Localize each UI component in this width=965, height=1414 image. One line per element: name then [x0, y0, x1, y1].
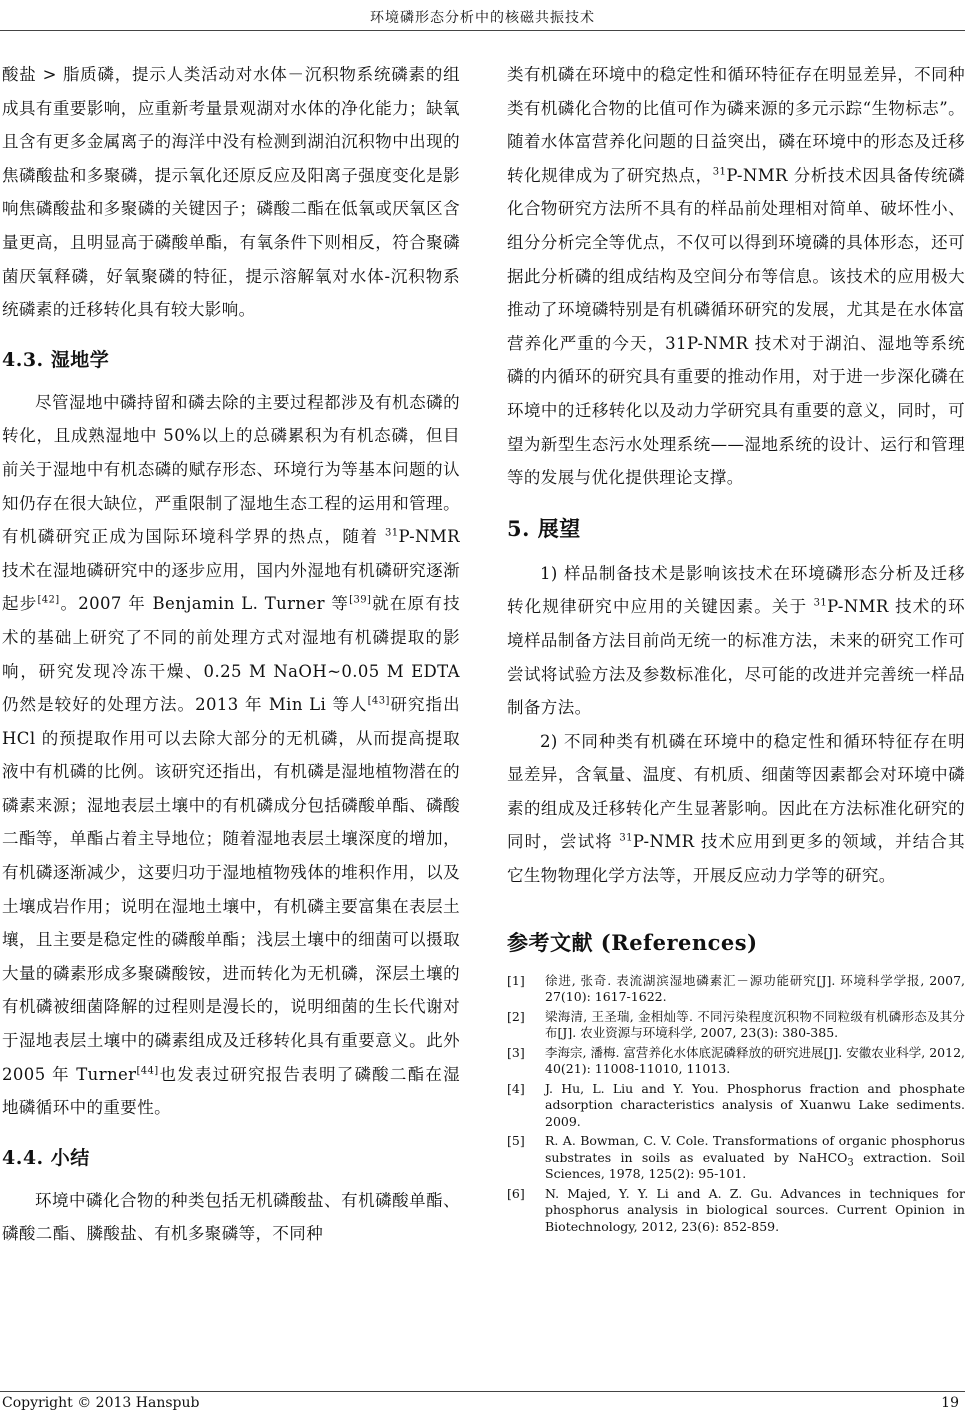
outlook-item-2: 2) 不同种类有机磷在环境中的稳定性和循环特征存在明显差异，含氧量、温度、有机质、细菌等因素都会对环境中磷素的组成及迁移转化产生显著影响。因此在方法标准化研究的同时，尝试将 $^{31}$P-NMR 技术应用到更多的领域，并结合其它生物物理化学方法等，开展反应动力学等的研究。 [507, 731, 965, 886]
reference-item: [1] 徐进, 张奇. 表流湖滨湿地磷素汇－源功能研究[J]. 环境科学学报, 2007, 27(10): 1617-1622. [507, 972, 965, 1005]
footer-rule [0, 1391, 965, 1392]
outlook-item-1: 1) 样品制备技术是影响该技术在环境磷形态分析及迁移转化规律研究中应用的关键因素。关于 $^{31}$P-NMR 技术的环境样品制备方法目前尚无统一的标准方法，未来的研究工作可尝试将试验方法及参数标准化，尽可能的改进并完善统一样品制备方法。 [507, 563, 965, 718]
wetland-paragraph: 尽管湿地中磷持留和磷去除的主要过程都涉及有机态磷的转化，且成熟湿地中 50%以上的总磷累积为有机态磷，但目前关于湿地中有机态磷的赋存形态、环境行为等基本问题的认知仍存在很大缺位，严重限制了湿地生态工程的运用和管理。有机磷研究正成为国际环境科学界的热点，随着 $^{31}$P-NMR 技术在湿地磷研究中的逐步应用，国内外湿地有机磷研究逐渐起步[42]。2007 年 Benjamin L. Turner 等[39]就在原有技术的基础上研究了不同的前处理方式对湿地有机磷提取的影响，研究发现冷冻干燥、0.25 M NaOH~0.05 M EDTA 仍然是较好的处理方法。2013 年 Min Li 等人[43]研究指出 HCl 的预提取作用可以去除大部分的无机磷，从而提高提取液中有机磷的比例。该研究还指出，有机磷是湿地植物潜在的磷素来源；湿地表层土壤中的有机磷成分包括磷酸单酯、磷酸二酯等，单酯占着主导地位；随着湿地表层土壤深度的增加，有机磷逐渐减少，这要归功于湿地植物残体的堆积作用，以及土壤成岩作用；说明在湿地土壤中，有机磷主要富集在表层土壤，且主要是稳定性的磷酸单酯；浅层土壤中的细菌可以摄取大量的磷素形成多聚磷酸铵，进而转化为无机磷，深层土壤的有机磷被细菌降解的过程则是漫长的，说明细菌的生长代谢对于湿地表层土壤中的磷素组成及迁移转化具有重要意义。此外 2005 年 Turner[44]也发表过研究报告表明了磷酸二酯在湿地磷循环中的重要性。 [2, 392, 460, 1118]
section-heading-wetland: 4.3. 湿地学 [2, 348, 110, 371]
section-heading-summary: 4.4. 小结 [2, 1146, 90, 1169]
page-number: 19 [941, 1395, 959, 1411]
summary-paragraph: 环境中磷化合物的种类包括无机磷酸盐、有机磷酸单酯、磷酸二酯、膦酸盐、有机多聚磷等，不同种 [2, 1190, 460, 1244]
reference-item: [5] R. A. Bowman, C. V. Cole. Transformations of organic phosphorus substrates in soils as evaluated by NaHCO$_3$ extraction. Soil Sciences, 1978, 125(2): 95-101. [507, 1133, 965, 1182]
section-heading-outlook: 5. 展望 [507, 515, 581, 541]
intro-paragraph: 酸盐 > 脂质磷，提示人类活动对水体－沉积物系统磷素的组成具有重要影响，应重新考量景观湖对水体的净化能力；缺氧且含有更多金属离子的海洋中没有检测到湖泊沉积物中出现的焦磷酸盐和多聚磷，提示氧化还原反应及阳离子强度变化是影响焦磷酸盐和多聚磷的关键因子；磷酸二酯在低氧或厌氧区含量更高，且明显高于磷酸单酯，有氧条件下则相反，符合聚磷菌厌氧释磷，好氧聚磷的特征，提示溶解氧对水体-沉积物系统磷素的迁移转化具有较大影响。 [2, 65, 460, 320]
reference-item: [2] 梁海清, 王圣瑞, 金相灿等. 不同污染程度沉积物不同粒级有机磷形态及其分布[J]. 农业资源与环境科学, 2007, 23(3): 380-385. [507, 1008, 965, 1041]
reference-item: [3] 李海宗, 潘梅. 富营养化水体底泥磷释放的研究进展[J]. 安徽农业科学, 2012, 40(21): 11008-11010, 11013. [507, 1044, 965, 1077]
reference-list [507, 973, 965, 1236]
header-rule [0, 30, 965, 31]
left-column [2, 58, 460, 1251]
references-heading: 参考文献 (References) [507, 929, 758, 955]
reference-item: [6] N. Majed, Y. Y. Li and A. Z. Gu. Advances in techniques for phosphorus analysis in biological sources. Current Opinion in Biotechnology, 2012, 23(6): 852-859. [507, 1185, 965, 1234]
summary-continuation: 类有机磷在环境中的稳定性和循环特征存在明显差异，不同种类有机磷化合物的比值可作为磷来源的多元示踪“生物标志”。随着水体富营养化问题的日益突出，磷在环境中的形态及迁移转化规律成为了研究热点，$^{31}$P-NMR 分析技术因具备传统磷化合物研究方法所不具有的样品前处理相对简单、破坏性小、组分分析完全等优点，不仅可以得到环境磷的具体形态，还可据此分析磷的组成结构及空间分布等信息。该技术的应用极大推动了环境磷特别是有机磷循环研究的发展，尤其是在水体富营养化严重的今天，31P-NMR 技术对于湖泊、湿地等系统磷的内循环的研究具有重要的推动作用，对于进一步深化磷在环境中的迁移转化以及动力学研究具有重要的意义，同时，可望为新型生态污水处理系统——湿地系统的设计、运行和管理等的发展与优化提供理论支撑。 [507, 65, 965, 488]
reference-item: [4] J. Hu, L. Liu and Y. You. Phosphorus fraction and phosphate adsorption characteristics analysis of Xuanwu Lake sediments. 2009. [507, 1080, 965, 1129]
copyright: Copyright © 2013 Hanspub [2, 1395, 200, 1411]
running-title: 环境磷形态分析中的核磁共振技术 [370, 10, 595, 26]
right-column [507, 58, 965, 1238]
